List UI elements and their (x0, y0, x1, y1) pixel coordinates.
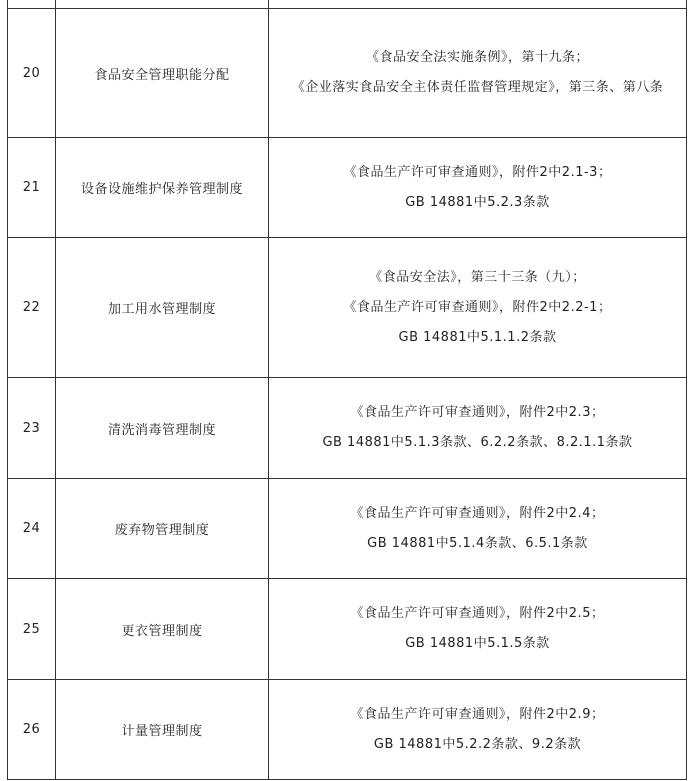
system-name: 加工用水管理制度 (56, 238, 269, 378)
basis-line: 《食品生产许可审查通则》，附件2中2.4； (350, 505, 605, 521)
system-name: 废弃物管理制度 (56, 479, 269, 579)
basis-line: GB 14881中5.1.3条款、6.2.2条款、8.2.1.1条款 (322, 435, 633, 450)
basis-line: GB 14881中5.2.2条款、9.2条款 (373, 736, 582, 752)
basis-line: GB 14881中5.2.3条款 (405, 194, 550, 210)
table-row (8, 680, 687, 780)
legal-basis (269, 238, 687, 378)
basis-line: 《食品安全法》，第三十三条（九）； (369, 269, 586, 285)
table-row (8, 479, 687, 579)
regulation-table (7, 0, 687, 780)
system-name: 食品安全管理职能分配 (56, 9, 269, 138)
basis-line: 《企业落实食品安全主体责任监督管理规定》，第三条、第八条 (291, 80, 664, 95)
table-row (8, 579, 687, 680)
table-row (8, 238, 687, 378)
legal-basis (269, 378, 687, 479)
row-number: 22 (8, 238, 56, 378)
legal-basis (269, 479, 687, 579)
system-name: 计量管理制度 (56, 680, 269, 780)
system-name (56, 0, 269, 9)
legal-basis (269, 680, 687, 780)
table-row (8, 138, 687, 238)
row-number: 23 (8, 378, 56, 479)
basis-line: GB 14881中5.1.5条款 (405, 636, 550, 651)
basis-line: 《食品安全法实施条例》，第十九条； (365, 50, 589, 65)
system-name: 更衣管理制度 (56, 579, 269, 680)
row-number: 24 (8, 479, 56, 579)
row-number: 20 (8, 9, 56, 138)
row-number: 21 (8, 138, 56, 238)
basis-line: GB 14881中5.1.1.2条款 (398, 329, 557, 345)
row-number: 25 (8, 579, 56, 680)
basis-line: GB 14881中5.1.4条款、6.5.1条款 (367, 535, 588, 551)
legal-basis (269, 138, 687, 238)
legal-basis (269, 579, 687, 680)
table-row (8, 378, 687, 479)
legal-basis (269, 0, 687, 9)
system-name: 设备设施维护保养管理制度 (56, 138, 269, 238)
basis-line: 《食品生产许可审查通则》，附件2中2.3； (350, 405, 605, 420)
legal-basis (269, 9, 687, 138)
table-row (8, 9, 687, 138)
row-number: 26 (8, 680, 56, 780)
basis-line: 《食品生产许可审查通则》，附件2中2.5； (350, 606, 605, 621)
basis-line: 《食品生产许可审查通则》，附件2中2.1-3； (343, 164, 612, 180)
basis-line: 《食品生产许可审查通则》，附件2中2.9； (350, 706, 605, 722)
row-number (8, 0, 56, 9)
system-name: 清洗消毒管理制度 (56, 378, 269, 479)
basis-line: 《食品生产许可审查通则》，附件2中2.2-1； (343, 299, 612, 315)
table-row (8, 0, 687, 9)
